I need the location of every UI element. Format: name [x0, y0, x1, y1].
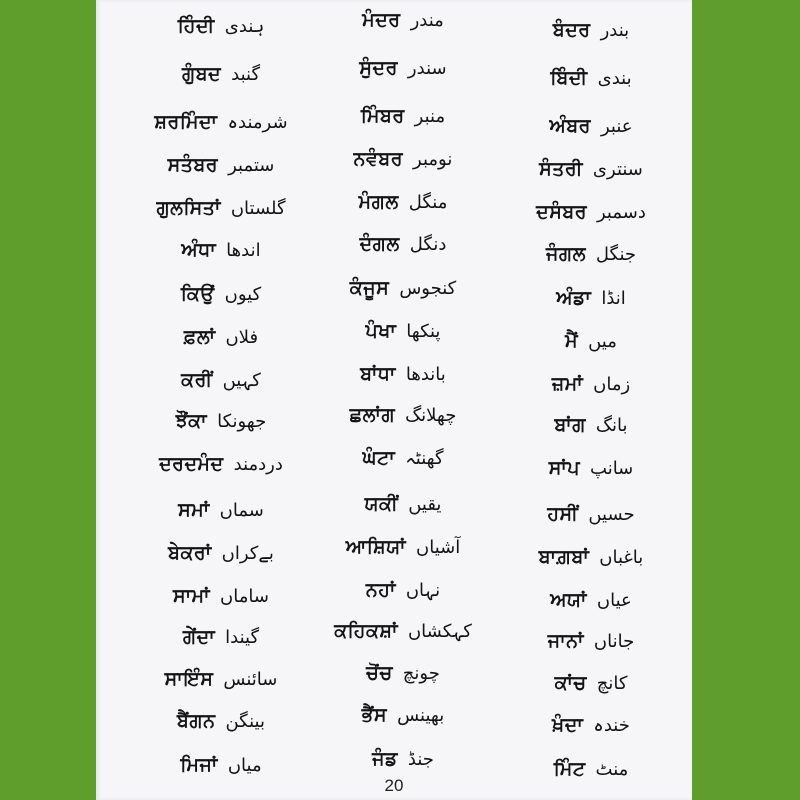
word-pair	[496, 663, 686, 703]
word-pair	[308, 695, 498, 735]
shahmukhi-word: گھنٹہ	[405, 447, 444, 469]
shahmukhi-word: یقیں	[408, 493, 442, 515]
shahmukhi-word: سانپ	[590, 457, 634, 479]
gurmukhi-word: ਸਾਂਪ	[548, 457, 581, 479]
shahmukhi-word: عیاں	[596, 589, 632, 611]
word-pair	[126, 576, 316, 616]
shahmukhi-word: ستمبر	[228, 154, 275, 176]
gurmukhi-word: ਛਲਾਂਗ	[349, 404, 396, 426]
gurmukhi-word: ਘੰਟਾ	[362, 447, 396, 469]
gurmukhi-word: ਬੰਦਰ	[552, 19, 591, 41]
word-pair	[308, 139, 498, 179]
book-page	[96, 0, 692, 800]
shahmukhi-word: میاں	[227, 754, 262, 776]
word-pair	[496, 106, 686, 146]
shahmukhi-word: جنگل	[595, 243, 637, 265]
shahmukhi-word: سندر	[407, 57, 447, 79]
gurmukhi-word: ਆਸ਼ਿਯਾਂ	[345, 536, 407, 558]
shahmukhi-word: کنجوس	[399, 277, 457, 299]
shahmukhi-word: سنتری	[592, 158, 643, 180]
gurmukhi-word: ਨਹਾਂ	[365, 579, 396, 601]
word-pair	[126, 230, 316, 270]
shahmukhi-word: عنبر	[600, 115, 633, 137]
shahmukhi-word: بندر	[600, 19, 630, 41]
word-pair	[308, 438, 498, 478]
word-pair	[126, 6, 316, 46]
shahmukhi-word: پنکھا	[406, 320, 441, 342]
shahmukhi-word: دردمند	[233, 453, 283, 475]
gurmukhi-word: ਕਿਉਂ	[180, 283, 215, 305]
word-pair	[308, 224, 498, 264]
gurmukhi-word: ਬੈਂਗਨ	[177, 710, 216, 732]
shahmukhi-word: دنگل	[409, 233, 447, 255]
word-pair	[126, 145, 316, 185]
gurmukhi-word: ਸਤੰਬਰ	[167, 154, 219, 176]
word-pair	[308, 739, 498, 779]
shahmukhi-word: منگل	[408, 191, 448, 213]
shahmukhi-word: آشیاں	[416, 536, 461, 558]
gurmukhi-word: ਜੰਗਲ	[545, 243, 586, 265]
gurmukhi-word: ਦਸੰਬਰ	[536, 201, 587, 223]
word-pair	[308, 268, 498, 308]
word-pair	[126, 188, 316, 228]
shahmukhi-word: اندھا	[226, 239, 261, 261]
shahmukhi-word: حسیں	[588, 503, 635, 525]
page-number: 20	[384, 776, 404, 795]
word-pair	[496, 494, 686, 534]
shahmukhi-word: جاناں	[593, 630, 635, 652]
word-pair	[496, 278, 686, 318]
word-pair	[308, 0, 498, 40]
shahmukhi-word: کیوں	[224, 283, 262, 305]
shahmukhi-word: انڈا	[601, 287, 626, 309]
word-pair	[496, 58, 686, 98]
shahmukhi-word: مندر	[410, 9, 444, 31]
word-pair	[126, 701, 316, 741]
shahmukhi-word: بھینس	[397, 704, 445, 726]
shahmukhi-word: منبر	[414, 105, 446, 127]
shahmukhi-word: بانگ	[595, 414, 628, 436]
word-pair	[126, 360, 316, 400]
shahmukhi-word: نومبر	[413, 148, 453, 170]
word-pair	[496, 705, 686, 745]
gurmukhi-word: ਸੁੰਦਰ	[359, 57, 398, 79]
word-pair	[496, 537, 686, 577]
word-pair	[308, 484, 498, 524]
gurmukhi-word: ਮਿੰਬਰ	[360, 105, 405, 127]
shahmukhi-word: سماں	[219, 499, 264, 521]
word-pair	[496, 405, 686, 445]
gurmukhi-word: ਮੰਗਲ	[358, 191, 399, 213]
shahmukhi-word: چھلانگ	[405, 404, 457, 426]
word-pair	[496, 149, 686, 189]
shahmukhi-word: کانچ	[596, 672, 628, 694]
word-pair	[126, 659, 316, 699]
word-pair	[496, 580, 686, 620]
word-pair	[496, 234, 686, 274]
word-pair	[126, 54, 316, 94]
gurmukhi-word: ਮੈਂ	[565, 330, 579, 352]
shahmukhi-word: فلاں	[225, 326, 259, 348]
word-pair	[308, 182, 498, 222]
shahmukhi-word: باندھا	[405, 363, 446, 385]
word-pair	[126, 444, 316, 484]
word-pair	[308, 653, 498, 693]
gurmukhi-word: ਬਾਂਧਾ	[360, 363, 396, 385]
shahmukhi-word: خندہ	[593, 714, 630, 736]
shahmukhi-word: بےکراں	[221, 542, 274, 564]
gurmukhi-word: ਭੈਂਸ	[361, 704, 388, 726]
word-pair	[126, 102, 316, 142]
word-pair	[308, 311, 498, 351]
word-pair	[496, 321, 686, 361]
word-pair	[126, 401, 316, 441]
gurmukhi-word: ਅਯਾਂ	[550, 589, 587, 611]
gurmukhi-word: ਹਿੰਦੀ	[177, 15, 215, 37]
gurmukhi-word: ਕਾਂਚ	[554, 672, 587, 694]
word-pair	[126, 617, 316, 657]
shahmukhi-word: شرمندہ	[227, 111, 288, 133]
gurmukhi-word: ਦਰਦਮੰਦ	[159, 453, 224, 475]
shahmukhi-word: چونچ	[402, 662, 440, 684]
gurmukhi-word: ਜੰਡ	[372, 748, 398, 770]
shahmukhi-word: نہاں	[405, 579, 441, 601]
shahmukhi-word: گنبد	[231, 63, 261, 85]
shahmukhi-word: گیندا	[225, 626, 260, 648]
gurmukhi-word: ਜ਼ਮਾਂ	[551, 373, 584, 395]
gurmukhi-word: ਬੇਕਰਾਂ	[168, 542, 212, 564]
gurmukhi-word: ਝੌਂਕਾ	[175, 410, 208, 432]
shahmukhi-word: میں	[588, 330, 617, 352]
gurmukhi-word: ਬਾਗ਼ਬਾਂ	[538, 546, 590, 568]
gurmukhi-word: ਅੰਧਾ	[181, 239, 217, 261]
word-pair	[308, 48, 498, 88]
shahmukhi-word: کہیں	[222, 369, 261, 391]
word-pair	[126, 533, 316, 573]
word-pair	[126, 274, 316, 314]
gurmukhi-word: ਮਿੰਟ	[553, 758, 586, 780]
word-pair	[496, 364, 686, 404]
gurmukhi-word: ਦੰਗਲ	[359, 233, 400, 255]
gurmukhi-word: ਸਾਇੰਸ	[164, 668, 214, 690]
shahmukhi-word: سائنس	[223, 668, 278, 690]
word-pair	[308, 527, 498, 567]
word-pair	[308, 354, 498, 394]
shahmukhi-word: دسمبر	[597, 201, 646, 223]
shahmukhi-word: بندی	[597, 67, 632, 89]
shahmukhi-word: ہندی	[224, 15, 265, 37]
gurmukhi-word: ਬਾਂਗ	[554, 414, 586, 436]
gurmukhi-word: ਕਹਿਕਸ਼ਾਂ	[334, 620, 398, 642]
word-pair	[126, 490, 316, 530]
shahmukhi-word: گلستاں	[230, 197, 286, 219]
gurmukhi-word: ਕਰੀਂ	[181, 369, 213, 391]
word-pair	[308, 96, 498, 136]
gurmukhi-word: ਫ਼ਲਾਂ	[183, 326, 216, 348]
shahmukhi-word: جنڈ	[407, 748, 434, 770]
word-pair	[496, 192, 686, 232]
gurmukhi-word: ਪੰਖਾ	[365, 320, 397, 342]
word-pair	[496, 10, 686, 50]
gurmukhi-word: ਮਿਜਾਂ	[180, 754, 218, 776]
gurmukhi-word: ਅੰਡਾ	[556, 287, 592, 309]
word-pair	[126, 317, 316, 357]
gurmukhi-word: ਸ਼ਰਮਿੰਦਾ	[154, 111, 218, 133]
gurmukhi-word: ਗੁਲਸਿਤਾਂ	[156, 197, 221, 219]
shahmukhi-word: منٹ	[595, 758, 629, 780]
gurmukhi-word: ਅੰਬਰ	[549, 115, 591, 137]
shahmukhi-word: کہکشاں	[407, 620, 472, 642]
gurmukhi-word: ਚੋਂਚ	[366, 662, 393, 684]
gurmukhi-word: ਗੁੰਬਦ	[181, 63, 222, 85]
shahmukhi-word: ساماں	[220, 585, 269, 607]
shahmukhi-word: زماں	[593, 373, 631, 395]
gurmukhi-word: ਜਾਨਾਂ	[547, 630, 584, 652]
word-pair	[308, 395, 498, 435]
gurmukhi-word: ਸਮਾਂ	[178, 499, 210, 521]
gurmukhi-word: ਸਾਮਾਂ	[173, 585, 211, 607]
shahmukhi-word: باغباں	[599, 546, 644, 568]
word-pair	[496, 621, 686, 661]
gurmukhi-word: ਸੰਤਰੀ	[539, 158, 583, 180]
gurmukhi-word: ਖ਼ੰਦਾ	[552, 714, 584, 736]
gurmukhi-word: ਹਸੀਂ	[547, 503, 579, 525]
word-pair	[496, 448, 686, 488]
gurmukhi-word: ਯਕੀਂ	[364, 493, 399, 515]
word-pair	[308, 611, 498, 651]
shahmukhi-word: بینگن	[225, 710, 265, 732]
gurmukhi-word: ਗੇਂਦਾ	[182, 626, 216, 648]
gurmukhi-word: ਮੰਦਰ	[362, 9, 401, 31]
word-pair	[308, 570, 498, 610]
gurmukhi-word: ਕੰਜੂਸ	[349, 277, 390, 299]
gurmukhi-word: ਬਿੰਦੀ	[550, 67, 588, 89]
gurmukhi-word: ਨਵੰਬਰ	[353, 148, 404, 170]
shahmukhi-word: جھونکا	[217, 410, 267, 432]
